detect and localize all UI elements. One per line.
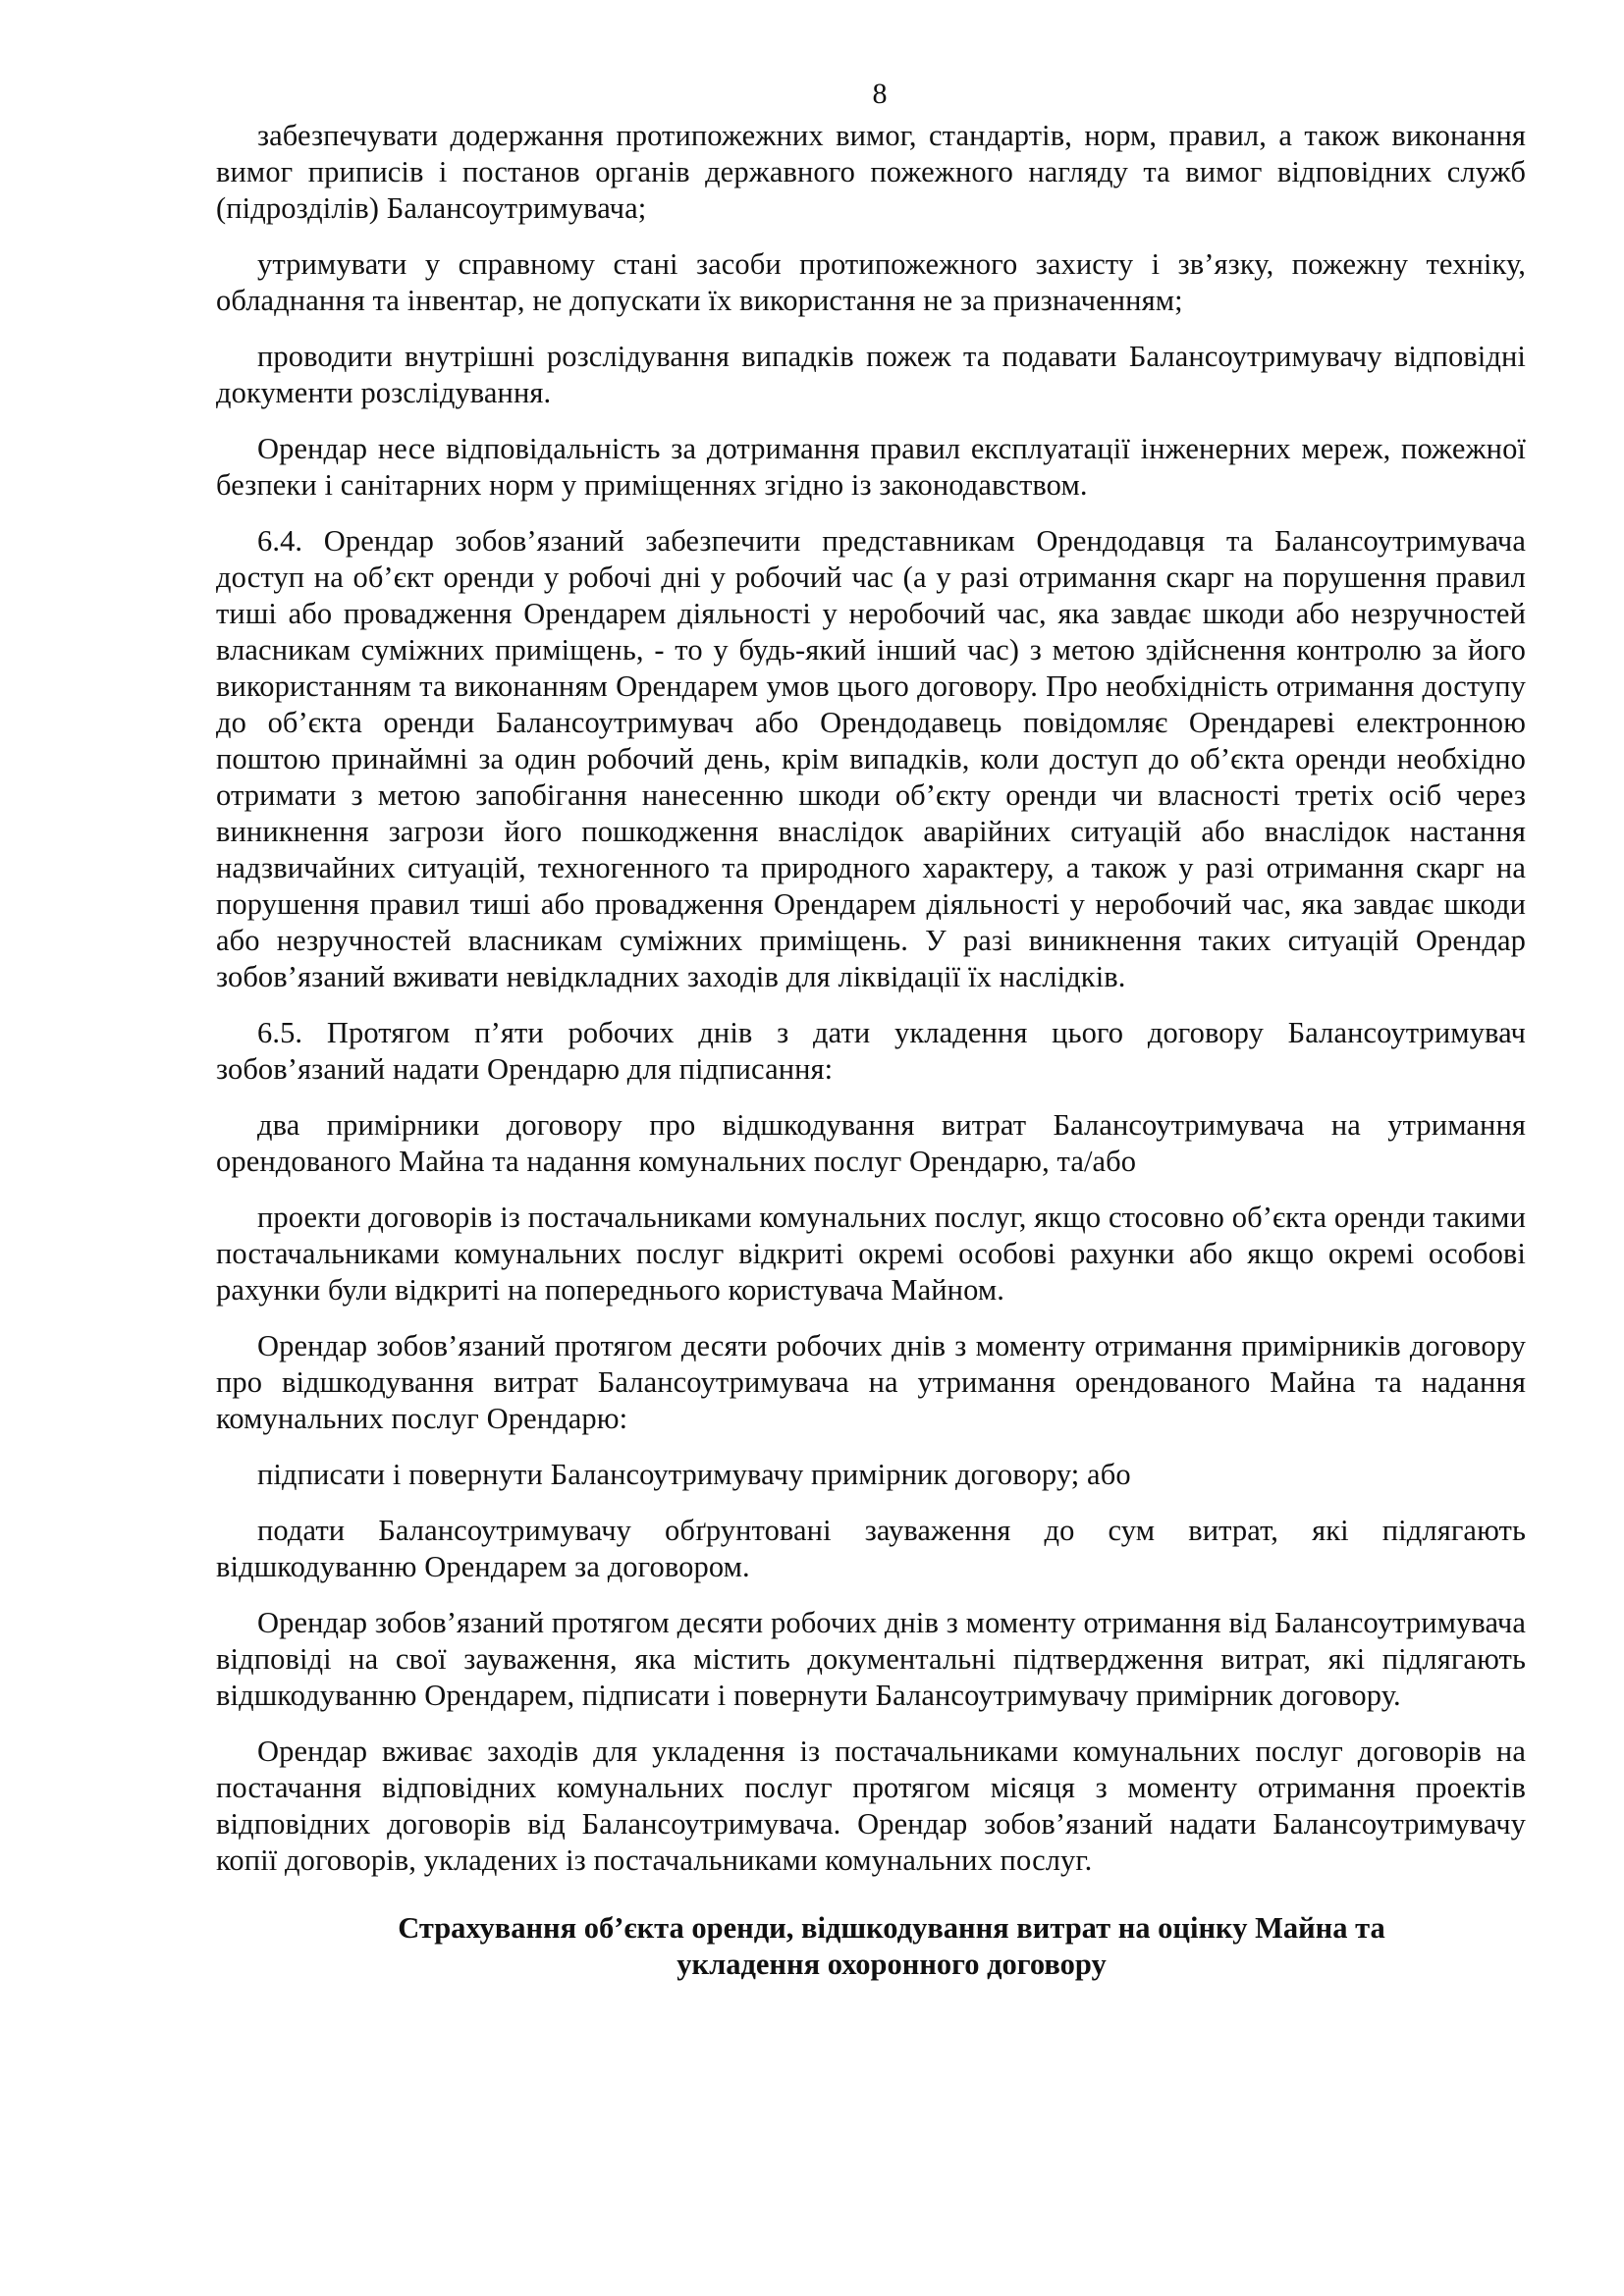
section-heading-line-2: укладення охоронного договору <box>677 1948 1107 1981</box>
section-heading-line-1: Страхування об’єкта оренди, відшкодування витрат на оцінку Майна та <box>398 1911 1385 1945</box>
paragraph-fire-equipment: утримувати у справному стані засоби протипожежного захисту і зв’язку, пожежну техніку, обладнання та інвентар, не допускати їх використання не за призначенням; <box>216 247 1526 317</box>
paragraph-fire-safety-requirements: забезпечувати додержання протипожежних вимог, стандартів, норм, правил, а також виконання вимог приписів і постанов органів державного пожежного нагляду та вимог відповідних служб (підрозділів) Балансоутримувача; <box>216 119 1526 225</box>
paragraph-clause-6-4: 6.4. Орендар зобов’язаний забезпечити представникам Орендодавця та Балансоутримувача доступ на об’єкт оренди у робочі дні у робочий час (а у разі отримання скарг на порушення правил тиші або провадження Орендарем діяльності у неробочий час, яка завдає шкоди або незручностей власникам суміжних приміщень, - то у будь-який інший час) з метою здійснення контролю за його використанням та виконанням Орендарем умов цього договору. Про необхідність отримання доступу до об’єкта оренди Балансоутримувач або Орендодавець повідомляє Орендареві електронною поштою принаймні за один робочий день, крім випадків, коли доступ до об’єкта оренди необхідно отримати з метою запобігання нанесенню шкоди об’єкту оренди чи власності третіх осіб через виникнення загрози його пошкодження внаслідок аварійних ситуацій або внаслідок настання надзвичайних ситуацій, техногенного та природного характеру, а також у разі отримання скарг на порушення правил тиші або провадження Орендарем діяльності у неробочий час, яка завдає шкоди або незручностей власникам суміжних приміщень. У разі виникнення таких ситуацій Орендар зобов’язаний вживати невідкладних заходів для ліквідації їх наслідків. <box>216 524 1526 993</box>
paragraph-utility-contracts: Орендар вживає заходів для укладення із постачальниками комунальних послуг договорів на постачання відповідних комунальних послуг протягом місяця з моменту отримання проектів відповідних договорів від Балансоутримувача. Орендар зобов’язаний надати Балансоутримувачу копії договорів, укладених із постачальниками комунальних послуг. <box>216 1735 1526 1877</box>
paragraph-submit-objections: подати Балансоутримувачу обґрунтовані зауваження до сум витрат, які підлягають відшкодуванню Орендарем за договором. <box>216 1514 1526 1583</box>
section-heading <box>216 1910 1526 1983</box>
paragraph-tenant-responsibility: Орендар несе відповідальність за дотримання правил експлуатації інженерних мереж, пожежної безпеки і санітарних норм у приміщеннях згідно із законодавством. <box>216 432 1526 502</box>
paragraph-supplier-contracts: проекти договорів із постачальниками комунальних послуг, якщо стосовно об’єкта оренди такими постачальниками комунальних послуг відкриті окремі особові рахунки або якщо окремі особові рахунки були відкриті на попереднього користувача Майном. <box>216 1201 1526 1307</box>
paragraph-clause-6-5: 6.5. Протягом п’яти робочих днів з дати укладення цього договору Балансоутримувач зобов’язаний надати Орендарю для підписання: <box>216 1016 1526 1086</box>
document-page <box>216 77 1526 1983</box>
paragraph-response-to-objections: Орендар зобов’язаний протягом десяти робочих днів з моменту отримання від Балансоутримувача відповіді на свої зауваження, яка містить документальні підтвердження витрат, які підлягають відшкодуванню Орендарем, підписати і повернути Балансоутримувачу примірник договору. <box>216 1606 1526 1712</box>
paragraph-fire-investigations: проводити внутрішні розслідування випадків пожеж та подавати Балансоутримувачу відповідні документи розслідування. <box>216 340 1526 409</box>
paragraph-sign-and-return: підписати і повернути Балансоутримувачу примірник договору; або <box>257 1458 1131 1491</box>
page-number: 8 <box>872 78 888 110</box>
paragraph-reimbursement-copies: два примірники договору про відшкодування витрат Балансоутримувача на утримання орендованого Майна та надання комунальних послуг Орендарю, та/або <box>216 1108 1526 1178</box>
paragraph-tenant-obligations-ten-days: Орендар зобов’язаний протягом десяти робочих днів з моменту отримання примірників договору про відшкодування витрат Балансоутримувача на утримання орендованого Майна та надання комунальних послуг Орендарю: <box>216 1329 1526 1435</box>
